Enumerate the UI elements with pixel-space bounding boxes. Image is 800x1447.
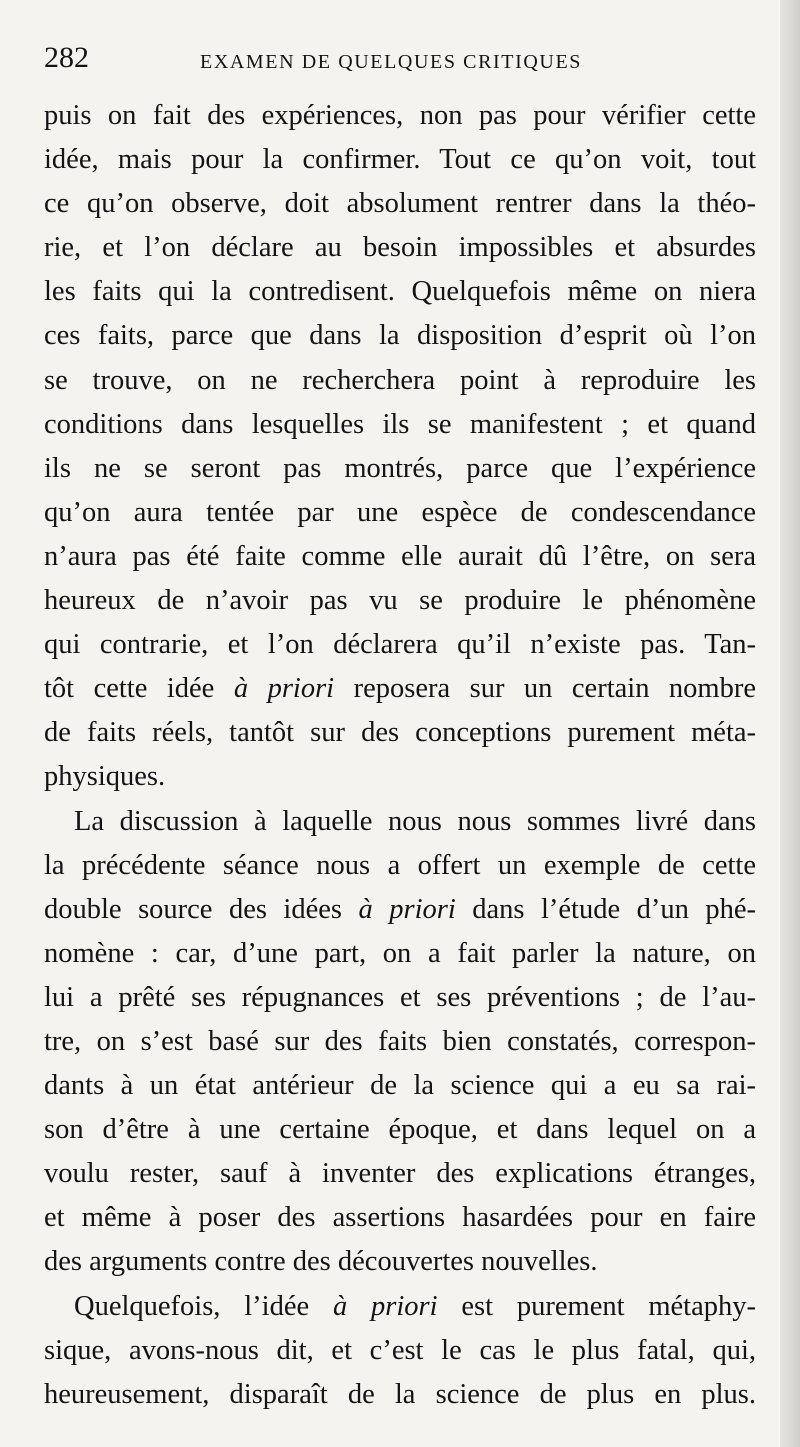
text-line: se trouve, on ne recherchera point à reproduire les	[44, 364, 756, 396]
text-line: tre, on s’est basé sur des faits bien constatés, correspon-	[44, 1025, 756, 1057]
italic-term: à priori	[358, 893, 456, 925]
text-line: voulu rester, sauf à inventer des explications étranges,	[44, 1158, 756, 1190]
text-line: tôt cette idée à priori reposera sur un certain nombre	[44, 673, 756, 705]
text-line: ce qu’on observe, doit absolument rentrer dans la théo-	[44, 188, 756, 220]
text-line: ces faits, parce que dans la disposition d’esprit où l’on	[44, 320, 756, 352]
italic-term: à priori	[332, 1290, 438, 1322]
text-line: La discussion à laquelle nous nous sommes livré dans	[74, 805, 756, 837]
page-edge-shadow	[780, 0, 800, 1447]
text-line: physiques.	[44, 761, 166, 793]
page-header	[44, 38, 754, 82]
text-line: des arguments contre des découvertes nouvelles.	[44, 1246, 598, 1278]
text-line: Quelquefois, l’idée à priori est purement métaphy-	[74, 1290, 756, 1322]
text-line: ils ne se seront pas montrés, parce que l’expérience	[44, 452, 756, 484]
text-line: sique, avons-nous dit, et c’est le cas le plus fatal, qui,	[44, 1334, 756, 1366]
text-line: la précédente séance nous a offert un exemple de cette	[44, 849, 756, 881]
text-line: et même à poser des assertions hasardées pour en faire	[44, 1202, 756, 1234]
text-line: n’aura pas été faite comme elle aurait dû l’être, on sera	[44, 540, 756, 572]
text-line: les faits qui la contredisent. Quelquefois même on niera	[44, 276, 756, 308]
page-number: 282	[44, 41, 89, 74]
text-line: idée, mais pour la confirmer. Tout ce qu’on voit, tout	[44, 144, 756, 176]
text-line: nomène : car, d’une part, on a fait parler la nature, on	[44, 937, 756, 969]
running-head: EXAMEN DE QUELQUES CRITIQUES	[200, 51, 582, 73]
text-line: lui a prêté ses répugnances et ses préventions ; de l’au-	[44, 981, 756, 1013]
text-line: dants à un état antérieur de la science qui a eu sa rai-	[44, 1070, 756, 1102]
text-line: rie, et l’on déclare au besoin impossibles et absurdes	[44, 232, 756, 264]
text-line: conditions dans lesquelles ils se manifestent ; et quand	[44, 408, 756, 440]
text-line: son d’être à une certaine époque, et dans lequel on a	[44, 1114, 756, 1146]
text-line: qui contrarie, et l’on déclarera qu’il n’existe pas. Tan-	[44, 629, 756, 661]
text-line: de faits réels, tantôt sur des conceptions purement méta-	[44, 717, 756, 749]
text-line: qu’on aura tentée par une espèce de condescendance	[44, 496, 756, 528]
body-text	[44, 94, 756, 1417]
text-line: double source des idées à priori dans l’étude d’un phé-	[44, 893, 756, 925]
italic-term: à priori	[233, 673, 335, 705]
text-line: heureusement, disparaît de la science de plus en plus.	[44, 1378, 756, 1410]
text-line: heureux de n’avoir pas vu se produire le phénomène	[44, 585, 756, 617]
text-line: puis on fait des expériences, non pas pour vérifier cette	[44, 100, 756, 131]
